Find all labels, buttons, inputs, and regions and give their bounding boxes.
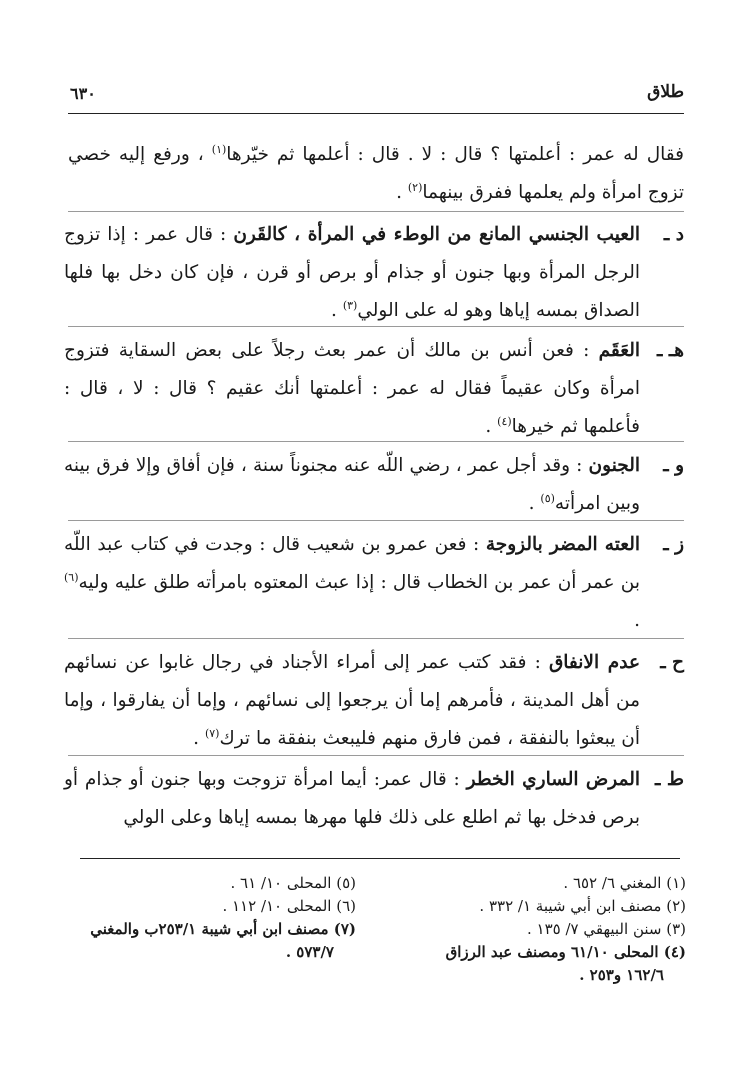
- section-divider: [68, 638, 684, 639]
- intro-text: فقال له عمر : أعلمتها ؟ قال : لا . قال : أعلمها ثم خيّرها: [226, 144, 684, 165]
- item-end: .: [193, 728, 200, 749]
- footnote-ref[interactable]: (٥): [540, 491, 555, 505]
- item-end: .: [634, 610, 640, 631]
- item-keyword: العيب الجنسي المانع من الوطء في المرأة ، كالقَرن: [233, 224, 641, 245]
- footnote-ref[interactable]: (٧): [204, 726, 220, 740]
- page-number: ٦٣٠: [70, 84, 96, 103]
- item-end: .: [485, 416, 492, 437]
- item-text: : قال عمر: أيما امرأة تزوجت وبها جنون أو جذام أو برص فدخل بها ثم اطلع على ذلك فلها مهرها بمسه إياها وعلى الولي: [64, 769, 640, 828]
- intro-end: .: [396, 182, 402, 203]
- footnote-3: (٣) سنن البيهقي ٧/ ١٣٥ .: [527, 920, 686, 938]
- list-item-waw: [64, 447, 684, 523]
- footnote-ref[interactable]: (٤): [497, 414, 512, 428]
- item-letter: و ـ: [663, 455, 684, 476]
- item-keyword: عدم الانفاق: [548, 652, 640, 673]
- list-item-dal: [64, 216, 684, 330]
- list-item-tah: [64, 761, 684, 837]
- footnotes-right-column: [366, 872, 686, 987]
- item-letter: ز ـ: [663, 534, 684, 555]
- footnote-rule: [80, 858, 680, 859]
- list-item-hah: [64, 644, 684, 758]
- footnote-ref[interactable]: (٦): [64, 570, 79, 584]
- footnote-ref[interactable]: (١): [211, 142, 227, 156]
- list-item-ha: [64, 332, 684, 446]
- running-title: طلاق: [647, 82, 684, 102]
- list-item-zay: [64, 526, 684, 640]
- footnotes-left-column: [56, 872, 356, 964]
- footnote-ref[interactable]: (٣): [342, 298, 358, 312]
- section-divider: [68, 441, 684, 442]
- item-keyword: العته المضر بالزوجة: [485, 534, 641, 555]
- intro-text-2: ، ورفع إليه خصي تزوج امرأة ولم يعلمها ففرق بينهما: [68, 144, 684, 203]
- item-keyword: المرض الساري الخطر: [466, 769, 640, 790]
- section-divider: [68, 520, 684, 521]
- item-keyword: العَقَم: [598, 340, 640, 361]
- item-end: .: [528, 493, 535, 514]
- footnote-4: (٤) المحلى ٦١/١٠ ومصنف عبد الرزاق: [445, 943, 686, 961]
- item-text: : قال عمر : إذا تزوج الرجل المرأة وبها جنون أو جذام أو برص أو قرن ، فإن كان دخل بها فلها الصداق بمسه إياها وهو له على الولي: [64, 224, 640, 321]
- item-text: : فعن أنس بن مالك أن عمر بعث رجلاً على بعض السقاية فتزوج امرأة وكان عقيماً فقال له عمر : أعلمتها أنك عقيم ؟ قال : لا ، قال : فأعلمها ثم خيرها: [64, 340, 640, 437]
- item-letter: ط ـ: [655, 769, 684, 790]
- footnote-2: (٢) مصنف ابن أبي شيبة ١/ ٣٣٢ .: [479, 897, 686, 915]
- item-letter: د ـ: [663, 224, 684, 245]
- item-text: : وقد أجل عمر ، رضي اللّه عنه مجنوناً سنة ، فإن أفاق وإلا فرق بينه وبين امرأته: [64, 455, 640, 514]
- header-rule: [68, 113, 684, 114]
- section-divider: [68, 755, 684, 756]
- section-divider: [68, 211, 684, 212]
- intro-paragraph: [68, 136, 684, 212]
- footnote-ref[interactable]: (٢): [407, 180, 423, 194]
- footnote-7: (٧) مصنف ابن أبي شيبة ٢٥٣/١ب والمغني: [90, 920, 356, 938]
- footnote-4-continued: ١٦٢/٦ و٢٥٣ .: [579, 966, 664, 984]
- item-keyword: الجنون: [588, 455, 640, 476]
- item-text: : فقد كتب عمر إلى أمراء الأجناد في رجال غابوا عن نسائهم من أهل المدينة ، فأمرهم إما أن يرجعوا إلى نسائهم ، وإما أن يفارقوا ، وإما أن يبعثوا بالنفقة ، فمن فارق منهم فليبعث بنفقة ما ترك: [64, 652, 640, 749]
- footnote-6: (٦) المحلى ١٠/ ١١٢ .: [222, 897, 356, 915]
- item-end: .: [331, 300, 337, 321]
- footnote-1: (١) المغني ٦/ ٦٥٢ .: [563, 874, 686, 892]
- footnote-7-continued: ٥٧٣/٧ .: [285, 943, 334, 961]
- section-divider: [68, 326, 684, 327]
- item-letter: هـ ـ: [656, 340, 684, 361]
- footnote-5: (٥) المحلى ١٠/ ٦١ .: [230, 874, 356, 892]
- item-text: : فعن عمرو بن شعيب قال : وجدت في كتاب عبد اللّه بن عمر أن عمر بن الخطاب قال : إذا عبث المعتوه بامرأته طلق عليه وليه: [64, 534, 640, 593]
- item-letter: ح ـ: [660, 652, 684, 673]
